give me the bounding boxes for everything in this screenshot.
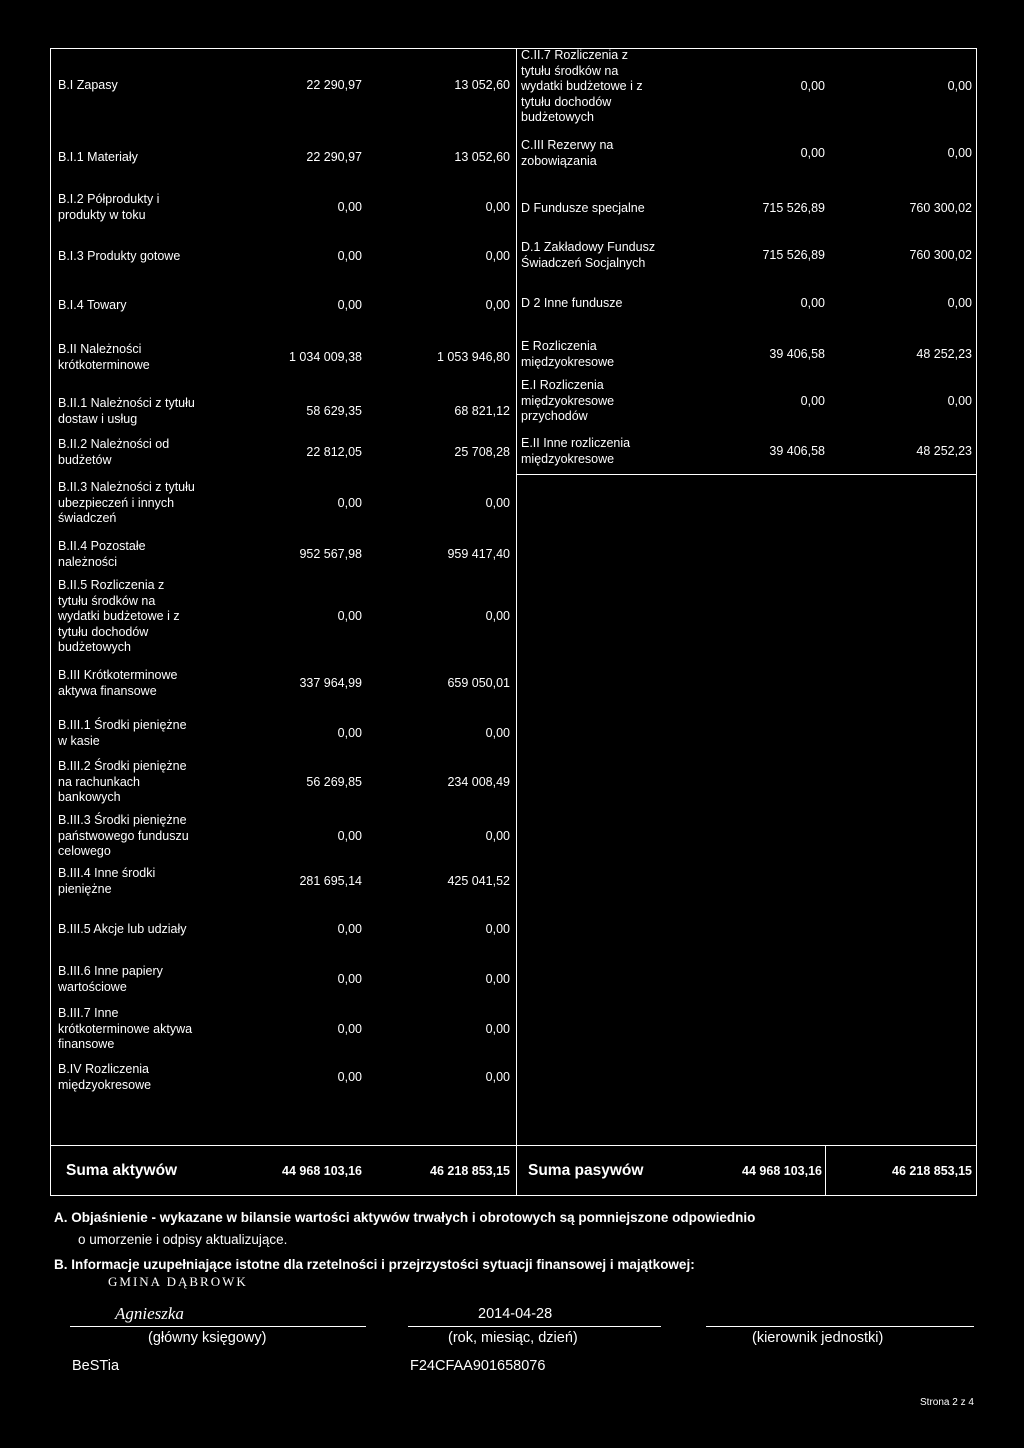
- head-caption: (kierownik jednostki): [752, 1330, 884, 1346]
- liability-label: wydatki budżetowe i z: [521, 79, 643, 93]
- asset-value-previous: 234 008,49: [447, 774, 510, 789]
- liability-label: Świadczeń Socjalnych: [521, 255, 646, 270]
- asset-label: budżetowych: [58, 640, 131, 654]
- asset-label: świadczeń: [58, 511, 117, 525]
- asset-value-current: 0,00: [337, 495, 362, 510]
- liability-label: C.II.7 Rozliczenia z: [521, 48, 628, 62]
- asset-value-previous: 1 053 946,80: [437, 349, 510, 364]
- asset-label: B.III.3 Środki pieniężne: [58, 813, 187, 827]
- asset-label: finansowe: [58, 1037, 115, 1051]
- liability-value-current: 39 406,58: [769, 346, 825, 361]
- asset-value-previous: 0,00: [485, 495, 510, 510]
- table-rule-vertical: [976, 48, 977, 1195]
- asset-value-current: 0,00: [337, 1021, 362, 1036]
- liability-value-current: 0,00: [800, 296, 825, 310]
- asset-value-previous: 25 708,28: [454, 444, 510, 459]
- asset-label: B.II.1 Należności z tytułu: [58, 396, 195, 410]
- asset-label: B.III.7 Inne: [58, 1006, 119, 1020]
- asset-label: tytułu środków na: [58, 593, 156, 608]
- asset-label: B.III.5 Akcje lub udziały: [58, 922, 187, 936]
- asset-value-current: 337 964,99: [299, 675, 362, 690]
- asset-value-previous: 0,00: [485, 725, 510, 740]
- table-rule-vertical: [50, 48, 51, 1195]
- liability-label: zobowiązania: [521, 153, 597, 168]
- liability-value-previous: 0,00: [947, 79, 972, 93]
- liability-value-previous: 0,00: [947, 393, 972, 408]
- asset-value-previous: 959 417,40: [447, 546, 510, 561]
- note-a-line2: o umorzenie i odpisy aktualizujące.: [78, 1232, 288, 1247]
- assets-total-current: 44 968 103,16: [282, 1164, 362, 1178]
- asset-value-current: 22 290,97: [306, 78, 362, 92]
- asset-label: B.I.3 Produkty gotowe: [58, 249, 181, 263]
- asset-label: B.IV Rozliczenia: [58, 1062, 150, 1076]
- asset-label: B.II.4 Pozostałe: [58, 539, 146, 553]
- asset-value-previous: 0,00: [485, 199, 510, 214]
- asset-value-previous: 425 041,52: [447, 873, 510, 888]
- asset-label: B.III.1 Środki pieniężne: [58, 718, 187, 732]
- asset-label: B.III.6 Inne papiery: [58, 964, 163, 978]
- asset-value-previous: 0,00: [485, 1021, 510, 1036]
- asset-label: B.III.2 Środki pieniężne: [58, 759, 187, 773]
- asset-label: tytułu dochodów: [58, 624, 149, 639]
- asset-value-current: 0,00: [337, 725, 362, 740]
- liability-label: D.1 Zakładowy Fundusz: [521, 240, 656, 254]
- asset-value-current: 281 695,14: [299, 873, 362, 888]
- liability-value-previous: 48 252,23: [916, 346, 972, 361]
- liability-label: D Fundusze specjalne: [521, 201, 645, 215]
- table-rule-horizontal: [50, 48, 977, 49]
- liability-value-current: 0,00: [800, 393, 825, 408]
- asset-label: państwowego funduszu: [58, 828, 189, 843]
- asset-label: budżetów: [58, 452, 112, 467]
- asset-label: krótkoterminowe: [58, 357, 150, 372]
- asset-label: należności: [58, 554, 118, 569]
- asset-label: wartościowe: [58, 979, 127, 994]
- asset-label: B.II.5 Rozliczenia z: [58, 578, 165, 592]
- liability-label: międzyokresowe: [521, 451, 615, 466]
- asset-value-previous: 13 052,60: [454, 150, 510, 164]
- asset-label: na rachunkach: [58, 774, 141, 789]
- asset-value-current: 0,00: [337, 199, 362, 214]
- asset-value-previous: 659 050,01: [447, 675, 510, 690]
- liability-label: międzyokresowe: [521, 393, 615, 408]
- asset-label: krótkoterminowe aktywa: [58, 1021, 193, 1036]
- assets-total-label: Suma aktywów: [66, 1162, 178, 1179]
- liability-value-current: 0,00: [800, 145, 825, 160]
- liability-label: tytułu dochodów: [521, 94, 612, 109]
- asset-value-previous: 0,00: [485, 298, 510, 312]
- assets-total-previous: 46 218 853,15: [430, 1164, 510, 1178]
- liability-value-previous: 0,00: [947, 296, 972, 310]
- asset-value-previous: 68 821,12: [454, 403, 510, 418]
- asset-label: B.II.3 Należności z tytułu: [58, 480, 195, 494]
- asset-label: B.II.2 Należności od: [58, 437, 170, 451]
- note-b-line1: B. Informacje uzupełniające istotne dla rzetelności i przejrzystości sytuacji finansowej i majątkowej:: [54, 1257, 695, 1272]
- liability-label: C.III Rezerwy na: [521, 138, 614, 152]
- page-number: Strona 2 z 4: [920, 1397, 974, 1408]
- table-rule-vertical: [516, 48, 517, 474]
- liabilities-total-current: 44 968 103,16: [742, 1164, 822, 1178]
- asset-value-previous: 0,00: [485, 1069, 510, 1084]
- asset-value-current: 0,00: [337, 828, 362, 843]
- liability-label: D 2 Inne fundusze: [521, 296, 623, 310]
- stamp-text: GMINA DĄBROWK: [108, 1274, 248, 1289]
- chief-accountant-caption: (główny księgowy): [148, 1330, 267, 1346]
- asset-label: dostaw i usług: [58, 411, 138, 426]
- asset-value-current: 1 034 009,38: [289, 349, 362, 364]
- handwritten-signature: Agnieszka: [115, 1304, 184, 1323]
- liability-value-previous: 48 252,23: [916, 443, 972, 458]
- asset-label: B.I.4 Towary: [58, 298, 127, 312]
- liability-value-previous: 760 300,02: [909, 247, 972, 262]
- asset-label: wydatki budżetowe i z: [58, 609, 180, 623]
- table-rule-vertical: [516, 1145, 517, 1195]
- asset-value-current: 952 567,98: [299, 546, 362, 561]
- table-rule-horizontal: [706, 1326, 974, 1327]
- asset-value-current: 22 290,97: [306, 150, 362, 164]
- asset-value-previous: 0,00: [485, 828, 510, 843]
- asset-value-current: 0,00: [337, 298, 362, 312]
- asset-label: w kasie: [58, 733, 100, 748]
- liability-value-current: 39 406,58: [769, 443, 825, 458]
- asset-value-current: 0,00: [337, 249, 362, 263]
- liability-value-previous: 0,00: [947, 145, 972, 160]
- date-caption: (rok, miesiąc, dzień): [448, 1330, 578, 1346]
- liability-label: E Rozliczenia: [521, 339, 597, 353]
- liability-value-current: 715 526,89: [762, 201, 825, 215]
- table-rule-vertical: [516, 474, 517, 1145]
- liability-label: tytułu środków na: [521, 63, 619, 78]
- asset-value-current: 56 269,85: [306, 774, 362, 789]
- asset-value-current: 0,00: [337, 1069, 362, 1084]
- table-rule-horizontal: [50, 1145, 977, 1146]
- asset-label: aktywa finansowe: [58, 683, 157, 698]
- liability-label: przychodów: [521, 409, 588, 423]
- table-rule-horizontal: [408, 1326, 661, 1327]
- table-rule-horizontal: [70, 1326, 366, 1327]
- asset-label: celowego: [58, 844, 111, 858]
- liability-value-current: 715 526,89: [762, 247, 825, 262]
- asset-label: międzyokresowe: [58, 1077, 152, 1092]
- note-a-line1: A. Objaśnienie - wykazane w bilansie wartości aktywów trwałych i obrotowych są pomniejszone odpowiednio: [54, 1210, 756, 1225]
- asset-value-previous: 13 052,60: [454, 78, 510, 92]
- software-name: BeSTia: [72, 1358, 120, 1374]
- liability-label: budżetowych: [521, 110, 594, 124]
- liability-value-current: 0,00: [800, 79, 825, 93]
- liabilities-total-previous: 46 218 853,15: [892, 1164, 972, 1178]
- asset-label: produkty w toku: [58, 207, 146, 222]
- table-rule-horizontal: [50, 1195, 977, 1196]
- asset-value-previous: 0,00: [485, 249, 510, 263]
- asset-value-current: 58 629,35: [306, 403, 362, 418]
- asset-label: B.II Należności: [58, 342, 142, 356]
- asset-value-previous: 0,00: [485, 609, 510, 623]
- liability-label: międzyokresowe: [521, 354, 615, 369]
- asset-value-current: 22 812,05: [306, 444, 362, 459]
- asset-label: ubezpieczeń i innych: [58, 495, 175, 510]
- liabilities-total-label: Suma pasywów: [528, 1162, 644, 1179]
- asset-label: pieniężne: [58, 881, 112, 896]
- table-rule-horizontal: [516, 474, 977, 475]
- asset-value-current: 0,00: [337, 609, 362, 623]
- date-value: 2014-04-28: [478, 1306, 553, 1322]
- asset-label: B.I.2 Półprodukty i: [58, 192, 160, 206]
- liability-value-previous: 760 300,02: [909, 201, 972, 215]
- liability-label: E.I Rozliczenia: [521, 378, 604, 392]
- asset-label: B.III Krótkoterminowe: [58, 668, 178, 682]
- liability-label: E.II Inne rozliczenia: [521, 436, 631, 450]
- asset-value-current: 0,00: [337, 922, 362, 936]
- document-code: F24CFAA901658076: [410, 1358, 546, 1374]
- asset-label: bankowych: [58, 790, 121, 804]
- asset-value-previous: 0,00: [485, 971, 510, 986]
- asset-label: B.I.1 Materiały: [58, 150, 138, 164]
- asset-label: B.I Zapasy: [58, 78, 118, 92]
- asset-value-previous: 0,00: [485, 922, 510, 936]
- asset-label: B.III.4 Inne środki: [58, 866, 156, 880]
- asset-value-current: 0,00: [337, 971, 362, 986]
